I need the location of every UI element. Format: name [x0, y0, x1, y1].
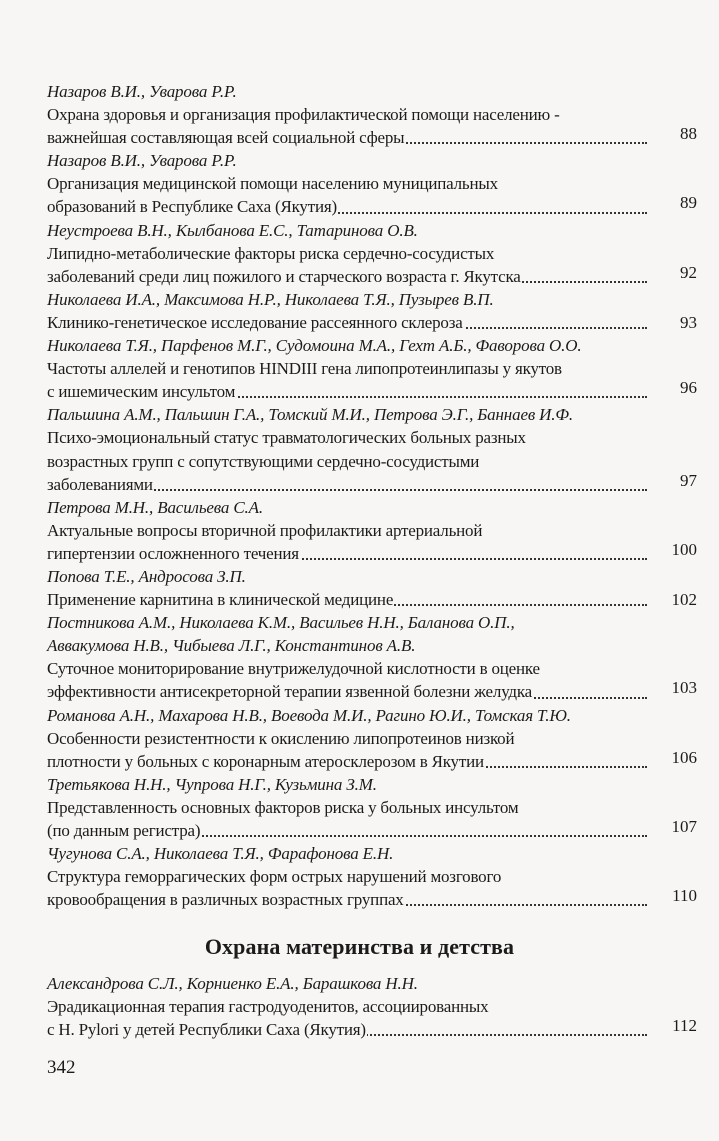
entry-title-row [47, 103, 697, 149]
entry-title-text: заболеваниями [47, 474, 153, 494]
entry-authors: Назаров В.И., Уварова Р.Р. [47, 82, 237, 101]
entry-page-number: 112 [672, 1016, 697, 1036]
entry-page-number: 89 [680, 193, 697, 213]
entry-title-line: Структура геморрагических форм острых нарушений мозгового [47, 867, 502, 887]
entry-authors: Николаева И.А., Максимова Н.Р., Николаева Т.Я., Пузырев В.П. [47, 289, 494, 309]
entry-title-text: Применение карнитина в клинической медицине [47, 590, 394, 610]
entry-authors: Попова Т.Е., Андросова З.П. [47, 566, 246, 586]
entry-page-number: 92 [680, 262, 697, 282]
toc-entry [47, 334, 697, 403]
entry-title-line: Особенности резистентности к окислению липопротеинов низкой [47, 728, 515, 748]
entry-title-line: Суточное мониторирование внутрижелудочной кислотности в оценке [47, 659, 540, 679]
entry-title-line [47, 819, 647, 842]
toc-entry [47, 288, 697, 334]
toc-entry [47, 773, 697, 842]
entry-title-row [47, 995, 697, 1041]
entry-title-line [47, 888, 647, 911]
entry-title-line: возрастных групп с сопутствующими сердечно-сосудистыми [47, 451, 480, 471]
section-heading: Охрана материнства и детства [204, 934, 515, 959]
entry-title [47, 311, 647, 334]
entry-authors: Александрова С.Л., Корниенко Е.А., Барашкова Н.Н. [47, 974, 418, 993]
entry-title [47, 865, 647, 911]
entry-page-number: 100 [671, 539, 697, 559]
entry-page-number: 88 [680, 124, 697, 144]
entry-authors: Пальшина А.М., Пальшин Г.А., Томский М.И., Петрова Э.Г., Баннаев И.Ф. [47, 405, 574, 425]
toc-entry [47, 219, 697, 288]
entry-page-number: 102 [671, 590, 697, 610]
entry-title-text: образований в Республике Саха (Якутия) [47, 197, 337, 217]
entry-title-text: с ишемическим инсультом [47, 382, 236, 402]
entry-title-text: плотности у больных с коронарным атеросклерозом в Якутии [47, 751, 484, 771]
entry-page-number: 106 [671, 747, 697, 767]
entry-title-line [47, 680, 647, 703]
toc-entry [47, 403, 697, 495]
entry-title-line [47, 126, 647, 149]
entry-authors: Неустроева В.Н., Кылбанова Е.С., Татаринова О.В. [47, 220, 418, 240]
entry-title [47, 103, 647, 149]
toc-entry [47, 565, 697, 611]
entry-authors: Чугунова С.А., Николаева Т.Я., Фарафонова Е.Н. [47, 844, 394, 864]
entry-page-number: 110 [672, 886, 697, 906]
toc-entry [47, 704, 697, 773]
entry-title [47, 727, 647, 773]
entry-title-line [47, 311, 647, 334]
entry-title [47, 796, 647, 842]
entry-title-text: заболеваний среди лиц пожилого и старческого возраста г. Якутска [47, 266, 521, 286]
entry-title-row [47, 865, 697, 911]
entry-title-line: Представленность основных факторов риска у больных инсультом [47, 797, 519, 817]
entry-page-number: 97 [680, 470, 697, 490]
entry-title-text: гипертензии осложненного течения [47, 543, 299, 563]
entry-authors: Назаров В.И., Уварова Р.Р. [47, 151, 237, 171]
entry-title-line [47, 1018, 647, 1041]
entry-page-number: 103 [671, 678, 697, 698]
toc-list-section [47, 972, 697, 1041]
entry-title-row [47, 426, 697, 495]
entry-title-line: Организация медицинской помощи населению муниципальных [47, 174, 498, 194]
entry-title-line [47, 473, 647, 496]
entry-page-number: 93 [680, 312, 697, 332]
entry-authors: Романова А.Н., Махарова Н.В., Воевода М.И., Рагино Ю.И., Томская Т.Ю. [47, 705, 571, 725]
entry-title-text: Клинико-генетическое исследование рассеянного склероза [47, 312, 463, 332]
entry-title-line [47, 195, 647, 218]
entry-title-line [47, 750, 647, 773]
toc-entry [47, 80, 697, 149]
entry-title [47, 995, 647, 1041]
entry-title-line: Актуальные вопросы вторичной профилактики артериальной [47, 520, 483, 540]
entry-title [47, 588, 647, 611]
entry-title-line [47, 265, 647, 288]
entry-title [47, 426, 647, 495]
entry-page-number: 96 [680, 378, 697, 398]
entry-title-text: (по данным регистра) [47, 821, 201, 840]
entry-title-row [47, 311, 697, 334]
entry-title-line: Эрадикационная терапия гастродуоденитов, ассоциированных [47, 997, 489, 1017]
entry-title [47, 657, 647, 703]
entry-title-row [47, 796, 697, 842]
entry-title-row [47, 519, 697, 565]
entry-title [47, 519, 647, 565]
entry-title-row [47, 588, 697, 611]
entry-title-row [47, 172, 697, 218]
entry-title [47, 242, 647, 288]
entry-title-line: Частоты аллелей и генотипов HINDIII гена липопротеинлипазы у якутов [47, 359, 562, 379]
entry-title-text: важнейшая составляющая всей социальной сферы [47, 128, 405, 148]
page-number: 342 [47, 1057, 76, 1078]
entry-title-line [47, 380, 647, 403]
entry-title-row [47, 242, 697, 288]
entry-title-line: Психо-эмоциональный статус травматологических больных разных [47, 428, 526, 448]
entry-title-line: Липидно-метаболические факторы риска сердечно-сосудистых [47, 243, 495, 263]
entry-authors-continued: Аввакумова Н.В., Чибыева Л.Г., Константинов А.В. [47, 636, 416, 656]
entry-title-line [47, 588, 647, 611]
entry-title-text: эффективности антисекреторной терапии язвенной болезни желудка [47, 682, 533, 702]
toc-entry [47, 972, 697, 1041]
entry-title-line [47, 542, 647, 565]
entry-title [47, 172, 647, 218]
entry-title-row [47, 357, 697, 403]
entry-authors: Петрова М.Н., Васильева С.А. [47, 497, 263, 517]
entry-title-row [47, 657, 697, 703]
entry-title-row [47, 727, 697, 773]
toc-list [47, 80, 697, 911]
toc-entry [47, 496, 697, 565]
entry-authors: Постникова А.М., Николаева К.М., Васильев Н.Н., Баланова О.П., [47, 613, 515, 633]
toc-entry [47, 842, 697, 911]
entry-authors: Третьякова Н.Н., Чупрова Н.Г., Кузьмина З.М. [47, 774, 377, 794]
entry-title-text: кровообращения в различных возрастных группах [47, 890, 404, 910]
entry-page-number: 107 [671, 817, 697, 836]
entry-title-text: с H. Pylori у детей Республики Саха (Якутия) [47, 1020, 366, 1040]
entry-authors: Николаева Т.Я., Парфенов М.Г., Судомоина М.А., Гехт А.Б., Фаворова О.О. [47, 336, 582, 356]
entry-title-line: Охрана здоровья и организация профилактической помощи населению - [47, 105, 560, 125]
toc-entry [47, 149, 697, 218]
toc-entry [47, 611, 697, 703]
entry-title [47, 357, 647, 403]
